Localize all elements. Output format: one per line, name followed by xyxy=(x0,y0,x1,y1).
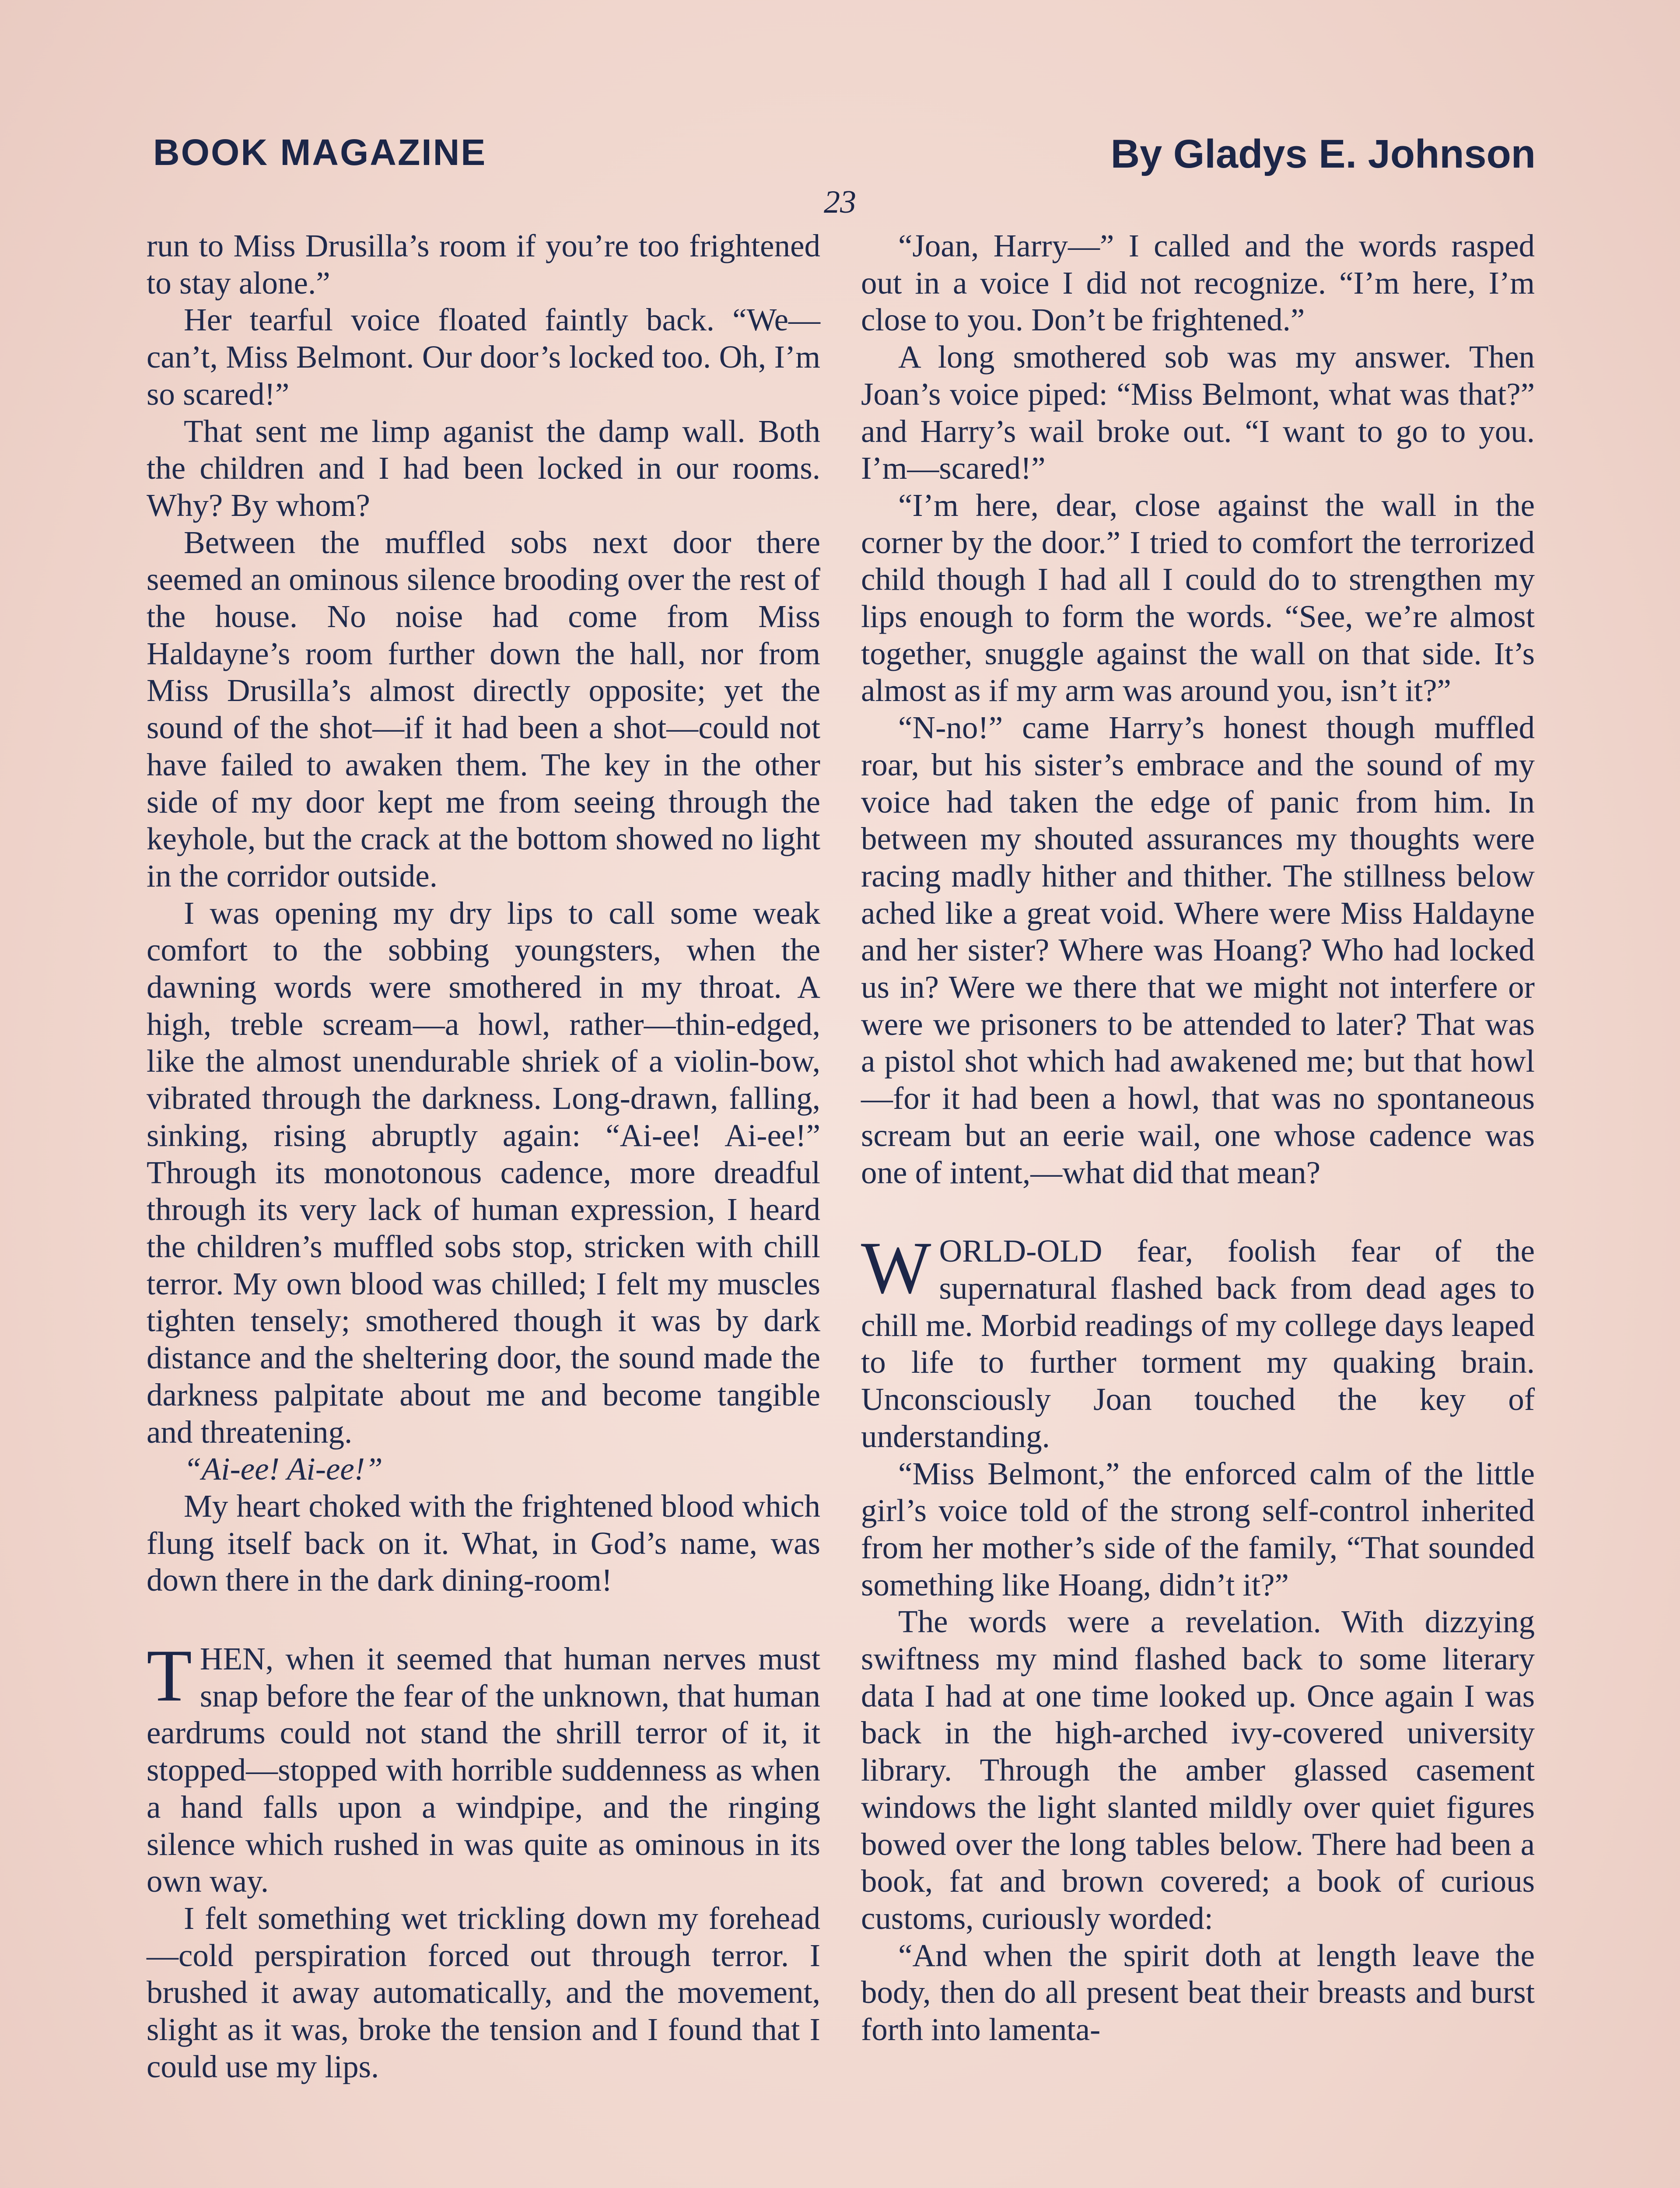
paragraph: I felt something wet trickling down my forehead—cold perspiration forced out through terror. I brushed it away automatically, and the movement, slight as it was, broke the tension and I found that I could use my lips. xyxy=(147,1900,820,2084)
paragraph: “I’m here, dear, close against the wall in the corner by the door.” I tried to comfort the terrorized child though I had all I could do to strengthen my lips enough to form the words. “See, we’re almost together, snuggle against the wall on that side. It’s almost as if my arm was around you, isn’t it?” xyxy=(861,487,1535,708)
paragraph: “Joan, Harry—” I called and the words rasped out in a voice I did not recognize. “I’m here, I’m close to you. Don’t be frightened.” xyxy=(861,228,1535,338)
paragraph: I was opening my dry lips to call some weak comfort to the sobbing youngsters, when the dawning words were smothered in my throat. A high, treble scream—a howl, rather—thin-edged, like the almost unendurable shriek of a violin-bow, vibrated through the darkness. Long-drawn, falling, sinking, rising abruptly again: “Ai-ee! Ai-ee!” Through its monotonous cadence, more dreadful through its very lack of human expression, I heard the children’s muffled sobs stop, stricken with chill terror. My own blood was chilled; I felt my muscles tighten tensely; smothered though it was by dark distance and the sheltering door, the sound made the darkness palpitate about me and become tangible and threatening. xyxy=(147,895,820,1450)
right-column xyxy=(861,228,1535,2048)
page-number: 23 xyxy=(824,184,856,220)
paragraph: “Miss Belmont,” the enforced calm of the little girl’s voice told of the strong self-control inherited from her mother’s side of the family, “That sounded something like Hoang, didn’t it?” xyxy=(861,1455,1535,1602)
author-byline: By Gladys E. Johnson xyxy=(1110,132,1536,176)
paragraph: “Ai-ee! Ai-ee!” xyxy=(184,1451,383,1487)
paragraph: Between the muffled sobs next door there seemed an ominous silence brooding over the rest of the house. No noise had come from Miss Haldayne’s room further down the hall, nor from Miss Drusilla’s almost directly opposite; yet the sound of the shot—if it had been a shot—could not have failed to awaken them. The key in the other side of my door kept me from seeing through the keyhole, but the crack at the bottom showed no light in the corridor outside. xyxy=(147,524,820,894)
paragraph: “And when the spirit doth at length leave the body, then do all present beat their breasts and burst forth into lamenta- xyxy=(861,1937,1535,2048)
paragraph: The words were a revelation. With dizzying swiftness my mind flashed back to some literary data I had at one time looked up. Once again I was back in the high-arched ivy-covered university library. Through the amber glassed casement windows the light slanted mildly over quiet figures bowed over the long tables below. There had been a book, fat and brown covered; a book of curious customs, curiously worded: xyxy=(861,1604,1535,1936)
section-paragraph xyxy=(147,1634,820,1900)
paragraph-text: ORLD-OLD fear, foolish fear of the supernatural flashed back from dead ages to chill me. Morbid readings of my college days leaped to life to further torment my quaking brain. Unconsciously Joan touched the key of understanding. xyxy=(861,1233,1535,1454)
paragraph: Her tearful voice floated faintly back. “We—can’t, Miss Belmont. Our door’s locked too. Oh, I’m so scared!” xyxy=(147,302,820,412)
drop-cap: T xyxy=(147,1634,192,1717)
paragraph: “N-no!” came Harry’s honest though muffled roar, but his sister’s embrace and the sound of my voice had taken the edge of panic from him. In between my shouted assurances my thoughts were racing madly hither and thither. The stillness below ached like a great void. Where were Miss Haldayne and her sister? Where was Hoang? Who had locked us in? Were we there that we might not interfere or were we prisoners to be attended to later? That was a pistol shot which had awakened me; but that howl—for it had been a howl, that was no spontaneous scream but an eerie wail, one whose cadence was one of intent,—what did that mean? xyxy=(861,710,1535,1190)
paragraph: run to Miss Drusilla’s room if you’re too frightened to stay alone.” xyxy=(147,228,820,301)
paragraph: That sent me limp aganist the damp wall. Both the children and I had been locked in our rooms. Why? By whom? xyxy=(147,413,820,523)
drop-cap: W xyxy=(861,1227,931,1309)
magazine-title: BOOK MAGAZINE xyxy=(153,132,487,173)
left-column xyxy=(147,228,820,2085)
paragraph: A long smothered sob was my answer. Then Joan’s voice piped: “Miss Belmont, what was that?” and Harry’s wail broke out. “I want to go to you. I’m—scared!” xyxy=(861,339,1535,486)
section-paragraph xyxy=(861,1227,1535,1455)
paragraph: My heart choked with the frightened blood which flung itself back on it. What, in God’s name, was down there in the dark dining-room! xyxy=(147,1488,820,1598)
paragraph-text: HEN, when it seemed that human nerves must snap before the fear of the unknown, that human eardrums could not stand the shrill terror of it, it stopped—stopped with horrible suddenness as when a hand falls upon a windpipe, and the ringing silence which rushed in was quite as ominous in its own way. xyxy=(147,1641,820,1899)
